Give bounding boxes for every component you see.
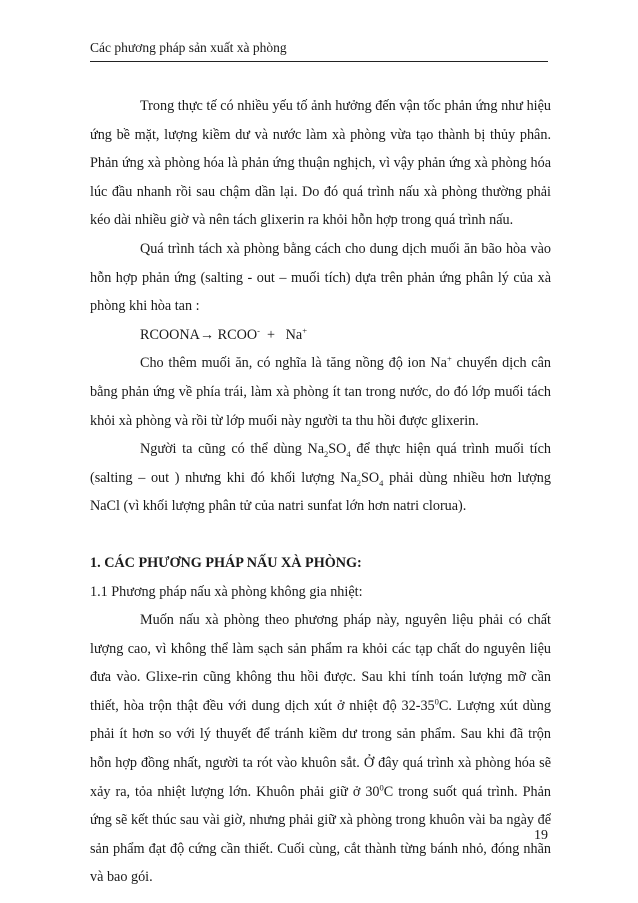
- equation-mid: + Na: [259, 326, 303, 343]
- paragraph-1: Trong thực tế có nhiều yếu tố ảnh hưởng đến vận tốc phản ứng như hiệu ứng bề mặt, lượng kiềm dư và nước làm xà phòng vừa tạo thành bị thủy phân. Phản ứng xà phòng hóa là phản ứng thuận nghịch, vì vậy phản ứng xà phòng hóa lúc đầu nhanh rồi sau chậm dần lại. Do đó quá trình nấu xà phòng thường phải kéo dài nhiều giờ và nên tách glixerin ra khỏi hỗn hợp trong quá trình nấu.: [90, 98, 551, 229]
- p3-sup: +: [446, 353, 452, 364]
- p5-text-c: C trong suốt quá trình. Phản ứng sẽ kết thúc sau vài giờ, nhưng phải giữ xà phòng trong khuôn vài ba ngày để sản phẩm đạt độ cứng cần thiết. Cuối cùng, cắt thành từng bánh nhỏ, đóng nhãn và bao gói.: [90, 783, 551, 886]
- p4-text-d: SO: [361, 469, 380, 486]
- paragraph-2: Quá trình tách xà phòng bằng cách cho dung dịch muối ăn bão hòa vào hỗn hợp phản ứng (salting - out – muối tích) dựa trên phản ứng phân lý của xà phòng khi hòa tan :: [90, 240, 551, 315]
- page-number: 19: [534, 828, 548, 843]
- equation-lhs: RCOONA→ RCOO: [140, 326, 258, 343]
- subsection-heading: 1.1 Phương pháp nấu xà phòng không gia nhiệt:: [90, 583, 363, 600]
- section-heading: 1. CÁC PHƯƠNG PHÁP NẤU XÀ PHÒNG:: [90, 554, 362, 571]
- p4-text-a: Người ta cũng có thể dùng Na: [140, 441, 325, 458]
- running-header: Các phương pháp sản xuất xà phòng: [90, 40, 548, 62]
- paragraph-5: [90, 606, 551, 892]
- p4-text-b: SO: [328, 441, 347, 458]
- p5-sup-2: 0: [379, 781, 384, 792]
- p3-text-a: Cho thêm muối ăn, có nghĩa là tăng nồng độ ion Na: [140, 355, 447, 372]
- equation-sup-minus: -: [257, 325, 260, 336]
- p5-text-a: Muốn nấu xà phòng theo phương pháp này, nguyên liệu phải có chất lượng cao, vì không thể làm sạch sản phẩm ra khỏi các tạp chất do nguyên liệu đưa vào. Glixe-rin cũng không thu hồi được. Sau khi tính toán lượng mỡ cần thiết, hòa trộn thật đều với dung dịch xút ở nhiệt độ 32-35: [90, 612, 551, 714]
- reaction-equation: [90, 321, 551, 350]
- p3-text-b: chuyển dịch cân bằng phản ứng về phía trái, làm xà phòng ít tan trong nước, do đó lớp muối tách khỏi xà phòng và rồi từ lớp muối này người ta thu hồi được glixerin.: [90, 355, 551, 429]
- paragraph-3: [90, 349, 551, 435]
- p4-sub-2: 4: [346, 448, 351, 459]
- p4-sub-3: 2: [356, 477, 362, 488]
- paragraph-4: [90, 435, 551, 521]
- p4-sub-4: 4: [379, 477, 384, 488]
- p4-text-e: phải dùng nhiều hơn lượng NaCl (vì khối lượng phân tử của natri sunfat lớn hơn natri clorua).: [90, 469, 551, 515]
- p4-sub-1: 2: [324, 448, 329, 459]
- p4-text-c: để thực hiện quá trình muối tích (salting – out ) nhưng khi đó khối lượng Na: [90, 441, 552, 486]
- page-body: [90, 92, 551, 892]
- p5-text-b: C. Lượng xút dùng phải ít hơn so với lý thuyết để tránh kiềm dư trong sản phẩm. Sau khi đã trộn hỗn hợp đồng nhất, người ta rót vào khuôn sắt. Ở đây quá trình xà phòng hóa sẽ xảy ra, tỏa nhiệt lượng lớn. Khuôn phải giữ ở 30: [90, 697, 551, 800]
- equation-sup-plus: +: [302, 325, 307, 336]
- p5-sup-1: 0: [434, 696, 439, 707]
